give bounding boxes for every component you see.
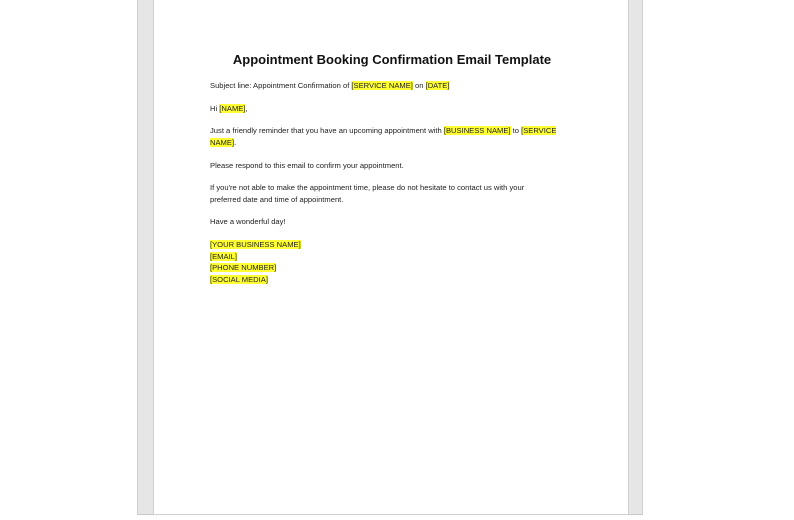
placeholder-service-name-part1: [SERVICE <box>521 126 557 135</box>
placeholder-name: [NAME] <box>219 104 246 113</box>
reschedule-paragraph <box>210 182 590 205</box>
placeholder-your-business-name: [YOUR BUSINESS NAME] <box>210 240 301 249</box>
reminder-to: to <box>510 126 522 135</box>
reminder-paragraph <box>210 125 570 148</box>
placeholder-service-name-part2: NAME] <box>210 137 235 147</box>
document-viewer <box>137 0 643 515</box>
reminder-prefix: Just a friendly reminder that you have an upcoming appointment with <box>210 126 444 135</box>
placeholder-social-media: [SOCIAL MEDIA] <box>210 274 268 284</box>
subject-line <box>210 80 570 92</box>
subject-prefix: Subject line: Appointment Confirmation of <box>210 81 352 90</box>
closing-line: Have a wonderful day! <box>210 217 286 226</box>
subject-on: on <box>412 81 426 90</box>
respond-paragraph: Please respond to this email to confirm your appointment. <box>210 161 404 170</box>
reschedule-line-2: preferred date and time of appointment. <box>210 194 344 204</box>
document-title: Appointment Booking Confirmation Email Template <box>232 52 552 67</box>
placeholder-service-name: [SERVICE NAME] <box>351 81 413 90</box>
reminder-suffix: . <box>234 137 237 147</box>
placeholder-date: [DATE] <box>425 81 450 90</box>
signature-block <box>210 239 570 285</box>
document-page <box>153 0 629 515</box>
greeting-line <box>210 103 570 115</box>
placeholder-phone-number: [PHONE NUMBER] <box>210 263 277 272</box>
placeholder-business-name: [BUSINESS NAME] <box>443 126 511 135</box>
reschedule-line-1: If you're not able to make the appointment time, please do not hesitate to contact us with your <box>210 183 525 192</box>
placeholder-email: [EMAIL] <box>210 251 238 261</box>
greeting-prefix: Hi <box>210 104 220 113</box>
greeting-suffix: , <box>245 104 248 113</box>
